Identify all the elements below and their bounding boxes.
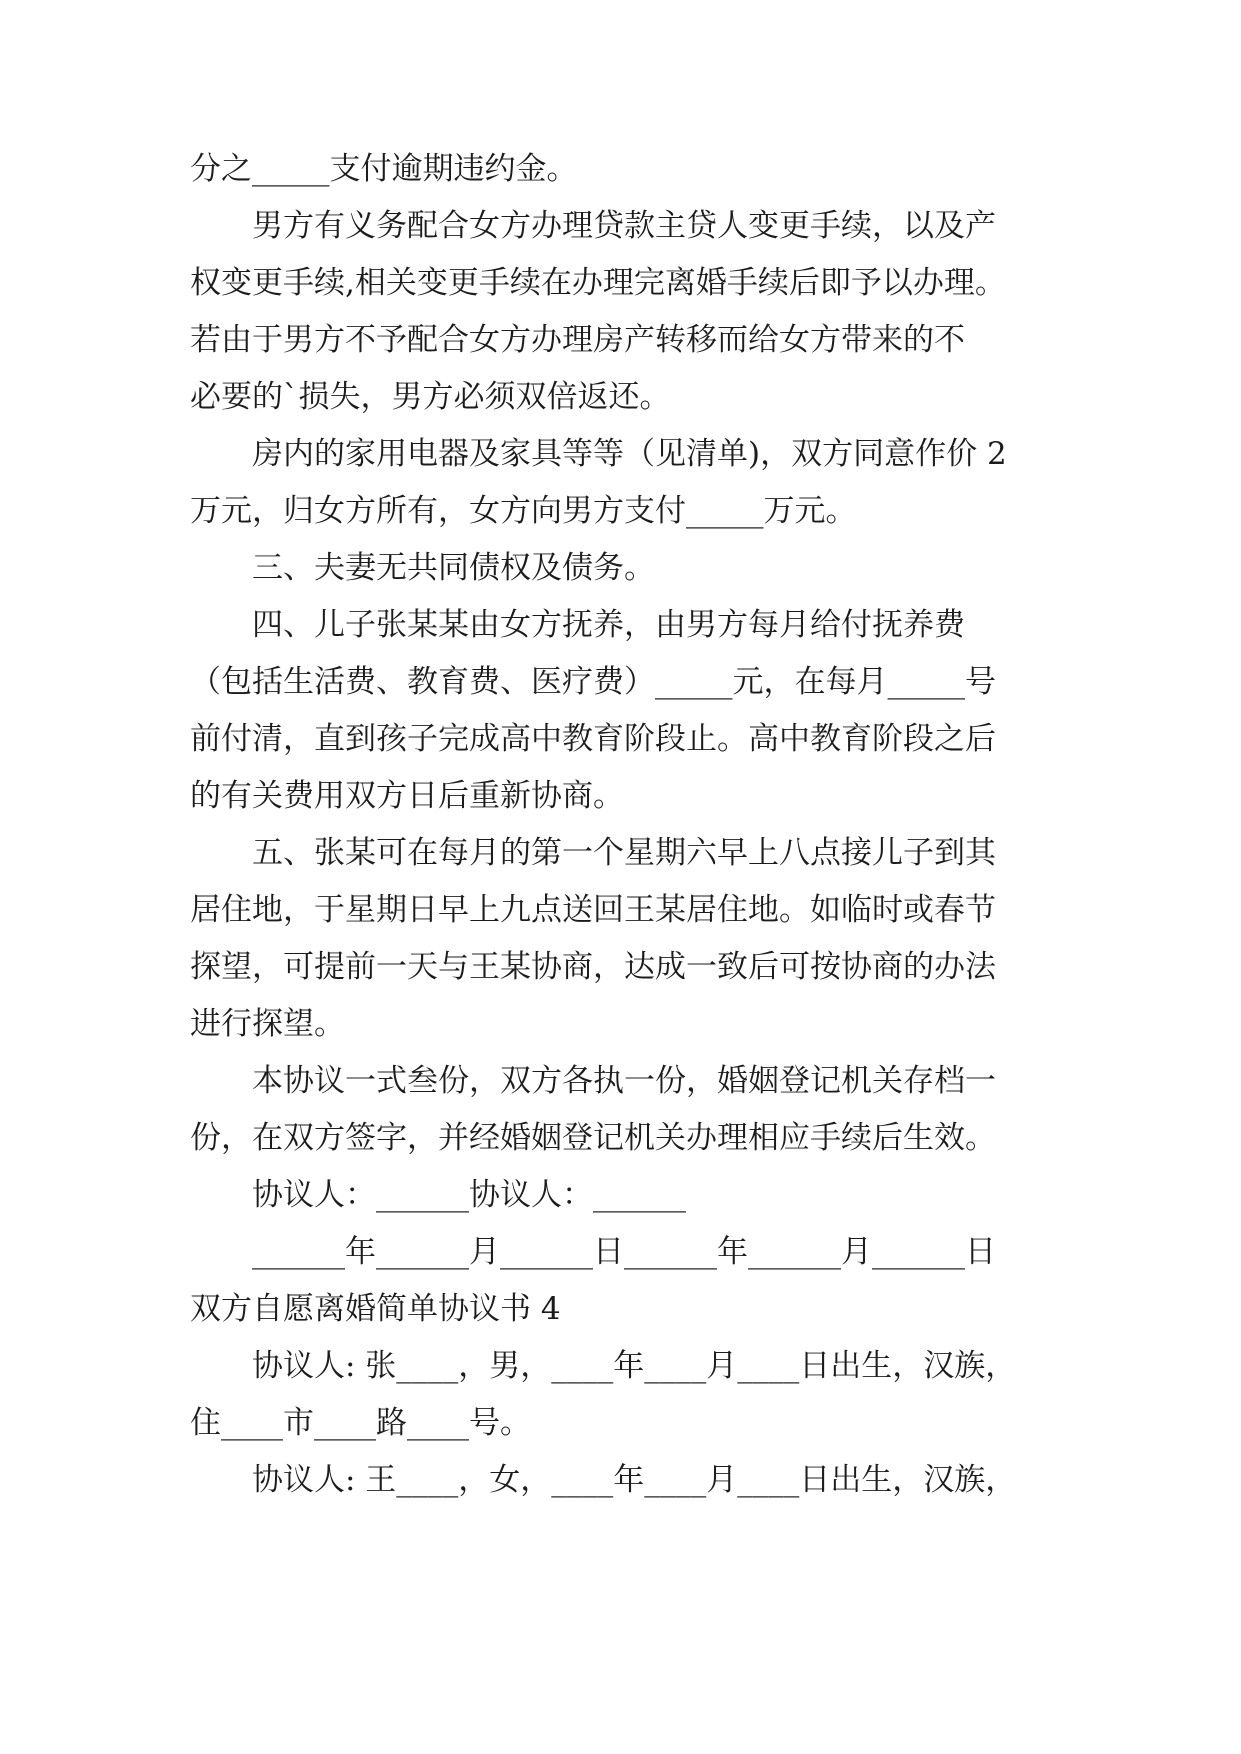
text-line: 居住地，于星期日早上九点送回王某居住地。如临时或春节 (190, 892, 996, 928)
text-line: 份，在双方签字，并经婚姻登记机关办理相应手续后生效。 (190, 1120, 996, 1156)
text-line: （包括生活费、教育费、医疗费）_____元，在每月_____号 (190, 664, 996, 700)
signature-line: 协议人：______协议人：______ (252, 1177, 686, 1213)
text-line: 五、张某可在每月的第一个星期六早上八点接儿子到其 (252, 835, 996, 871)
date-line: ______年______月______日______年______月______日 (252, 1234, 996, 1270)
text-line: 分之_____支付逾期违约金。 (190, 151, 578, 187)
text-line: 协议人: 王____，女，____年____月____日出生，汉族， (252, 1462, 1017, 1498)
text-line: 进行探望。 (190, 1006, 345, 1042)
text-line: 必要的`损失，男方必须双倍返还。 (190, 379, 671, 415)
text-line: 男方有义务配合女方办理贷款主贷人变更手续，以及产 (252, 208, 996, 244)
text-line: 探望，可提前一天与王某协商，达成一致后可按协商的办法 (190, 949, 996, 985)
section-title: 双方自愿离婚简单协议书 4 (190, 1291, 561, 1327)
text-line: 若由于男方不予配合女方办理房产转移而给女方带来的不 (190, 322, 965, 358)
text-line: 本协议一式叁份，双方各执一份，婚姻登记机关存档一 (252, 1063, 996, 1099)
text-line: 万元，归女方所有，女方向男方支付_____万元。 (190, 493, 857, 529)
text-line: 住____市____路____号。 (190, 1405, 531, 1441)
text-line: 四、儿子张某某由女方抚养，由男方每月给付抚养费 (252, 607, 965, 643)
text-line: 权变更手续,相关变更手续在办理完离婚手续后即予以办理。 (190, 265, 1006, 301)
text-line: 协议人: 张____，男，____年____月____日出生，汉族， (252, 1348, 1017, 1384)
text-line: 前付清，直到孩子完成高中教育阶段止。高中教育阶段之后 (190, 721, 996, 757)
text-line: 的有关费用双方日后重新协商。 (190, 778, 624, 814)
text-line: 房内的家用电器及家具等等（见清单)，双方同意作价 2 (252, 436, 1007, 472)
text-line: 三、夫妻无共同债权及债务。 (252, 550, 655, 586)
